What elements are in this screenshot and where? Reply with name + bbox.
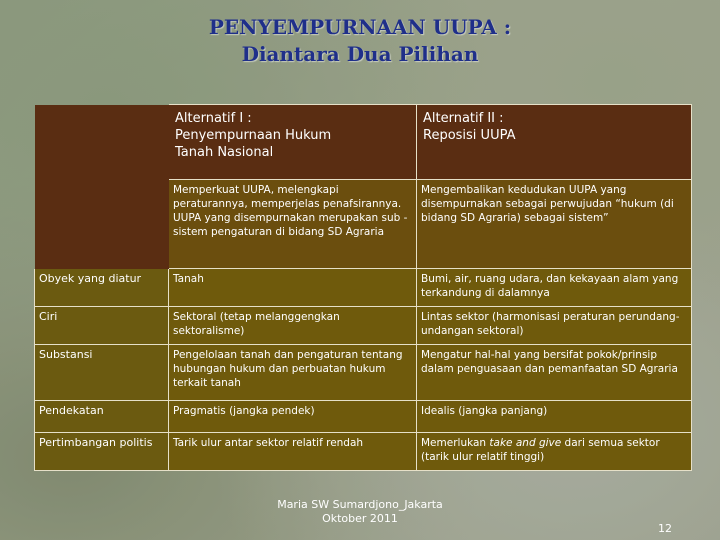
table-row bbox=[35, 269, 692, 307]
row-label: Ciri bbox=[35, 307, 169, 345]
description-alt2: Mengembalikan kedudukan UUPA yang disempurnakan sebagai perwujudan “hukum (di bidang SD Agraria) sebagai sistem” bbox=[417, 180, 692, 269]
cell-alt2: Memerlukan take and give dari semua sektor (tarik ulur relatif tinggi) bbox=[417, 433, 692, 471]
corner-cell bbox=[35, 105, 169, 269]
comparison-table bbox=[34, 104, 692, 471]
cell-alt1: Sektoral (tetap melanggengkan sektoralisme) bbox=[169, 307, 417, 345]
row-label: Obyek yang diatur bbox=[35, 269, 169, 307]
footer-credit bbox=[240, 498, 480, 526]
title-line-2: Diantara Dua Pilihan bbox=[241, 42, 479, 66]
footer-author: Maria SW Sumardjono_Jakarta bbox=[277, 498, 443, 511]
table-row bbox=[35, 433, 692, 471]
cell-alt2: Bumi, air, ruang udara, dan kekayaan alam yang terkandung di dalamnya bbox=[417, 269, 692, 307]
header-row bbox=[35, 105, 692, 180]
footer-date: Oktober 2011 bbox=[322, 512, 398, 525]
cell-alt1: Tarik ulur antar sektor relatif rendah bbox=[169, 433, 417, 471]
cell-alt2: Lintas sektor (harmonisasi peraturan perundang-undangan sektoral) bbox=[417, 307, 692, 345]
cell-alt1: Tanah bbox=[169, 269, 417, 307]
description-alt1: Memperkuat UUPA, melengkapi peraturannya, memperjelas penafsirannya. UUPA yang disempurnakan merupakan sub -sistem pengaturan di bidang SD Agraria bbox=[169, 180, 417, 269]
row-label: Pendekatan bbox=[35, 401, 169, 433]
slide-title bbox=[0, 14, 720, 68]
title-line-1: PENYEMPURNAAN UUPA : bbox=[208, 15, 512, 39]
row-label: Substansi bbox=[35, 345, 169, 401]
cell-alt2: Mengatur hal-hal yang bersifat pokok/prinsip dalam penguasaan dan pemanfaatan SD Agraria bbox=[417, 345, 692, 401]
cell-alt1: Pragmatis (jangka pendek) bbox=[169, 401, 417, 433]
emphasis-text: take and give bbox=[489, 437, 562, 449]
table-row bbox=[35, 345, 692, 401]
row-label: Pertimbangan politis bbox=[35, 433, 169, 471]
header-alt1: Alternatif I : Penyempurnaan Hukum Tanah Nasional bbox=[169, 105, 417, 180]
cell-alt2: Idealis (jangka panjang) bbox=[417, 401, 692, 433]
table-row bbox=[35, 401, 692, 433]
header-alt2: Alternatif II : Reposisi UUPA bbox=[417, 105, 692, 180]
table-row bbox=[35, 307, 692, 345]
page-number: 12 bbox=[658, 522, 672, 535]
cell-alt1: Pengelolaan tanah dan pengaturan tentang hubungan hukum dan perbuatan hukum terkait tanah bbox=[169, 345, 417, 401]
